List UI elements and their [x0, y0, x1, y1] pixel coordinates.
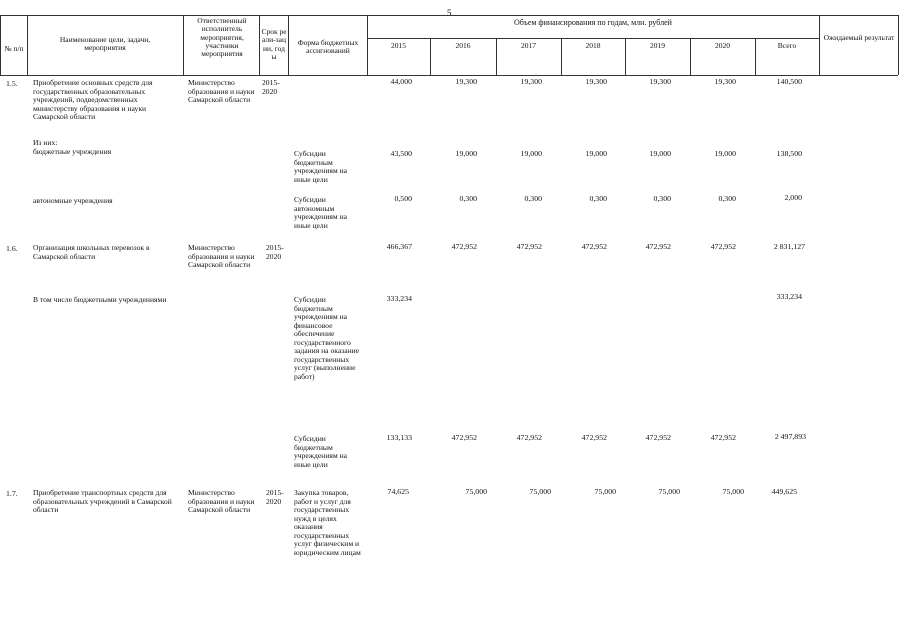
value-2019: 0,300 [653, 194, 671, 203]
row-term: 2015-2020 [266, 243, 284, 261]
row-form: Субсидии бюджетным учреждениям на финансовое обеспечение государственного задания на оказание государственных услуг (выполнение работ) [294, 295, 360, 381]
header-year: 2017 [521, 41, 536, 50]
header-name: Наименование цели, задачи, мероприятия [59, 35, 151, 53]
value-2018: 472,952 [581, 242, 607, 251]
value-2019: 19,000 [649, 149, 671, 158]
value-2015: 43,500 [390, 149, 412, 158]
row-form: Субсидии бюджетным учреждениям на иные цели [294, 149, 348, 184]
row-responsible: Министерство образования и науки Самарской области [188, 78, 255, 104]
value-2017: 472,952 [516, 433, 542, 442]
value-2015: 44,000 [390, 77, 412, 86]
value-2016: 472,952 [451, 433, 477, 442]
header-total: Всего [777, 41, 797, 50]
value-2016: 19,000 [455, 149, 477, 158]
value-2017: 75,000 [529, 487, 551, 496]
value-total: 138,500 [776, 149, 802, 158]
row-code: 1.5. [6, 79, 18, 88]
value-2017: 19,300 [520, 77, 542, 86]
row-code: 1.7. [6, 489, 18, 498]
header-num: № п/п [4, 44, 24, 53]
value-2019: 472,952 [645, 433, 671, 442]
value-2018: 19,000 [585, 149, 607, 158]
page-number: 5 [447, 8, 452, 18]
value-total: 2 831,127 [773, 242, 805, 251]
row-code: 1.6. [6, 244, 18, 253]
value-total: 2,000 [784, 193, 802, 202]
value-2017: 0,300 [524, 194, 542, 203]
value-2018: 75,000 [594, 487, 616, 496]
value-2015: 133,133 [386, 433, 412, 442]
value-2015: 74,625 [387, 487, 409, 496]
value-2019: 75,000 [658, 487, 680, 496]
value-2017: 19,000 [520, 149, 542, 158]
value-2016: 0,300 [459, 194, 477, 203]
value-total: 449,625 [771, 487, 797, 496]
row-name: автономные учреждения [33, 196, 113, 205]
header-responsible: Ответственный исполнитель мероприятия, участники мероприятия [197, 16, 247, 58]
row-term: 2015-2020 [262, 78, 280, 96]
value-2019: 19,300 [649, 77, 671, 86]
header-year: 2019 [650, 41, 665, 50]
row-name: В том числе бюджетными учреждениями [33, 295, 167, 304]
header-form: Форма бюджетных ассигнований [297, 38, 359, 56]
value-2019: 472,952 [645, 242, 671, 251]
row-form: Закупка товаров, работ и услуг для государственных нужд в целях оказания государственных услуг физическим и юридическим лицам [294, 488, 361, 557]
row-responsible: Министерство образования и науки Самарской области [188, 488, 255, 514]
row-term: 2015-2020 [266, 488, 284, 506]
header-result: Ожидаемый результат [823, 33, 895, 42]
value-total: 140,500 [776, 77, 802, 86]
value-total: 333,234 [776, 292, 802, 301]
value-2018: 472,952 [581, 433, 607, 442]
value-2015: 0,500 [394, 194, 412, 203]
value-2020: 19,000 [714, 149, 736, 158]
row-name: Приобретение основных средств для государственных образовательных учреждений, подведомственных министерству образования и науки Самарской области [33, 78, 153, 121]
value-2018: 19,300 [585, 77, 607, 86]
header-funding: Объем финансирования по годам, млн. рублей [514, 18, 672, 27]
header-year: 2015 [391, 41, 406, 50]
row-form: Субсидии бюджетным учреждениям на иные цели [294, 434, 348, 469]
value-2016: 19,300 [455, 77, 477, 86]
value-2016: 472,952 [451, 242, 477, 251]
header-year: 2018 [585, 41, 601, 50]
value-2016: 75,000 [465, 487, 487, 496]
row-name: Приобретение транспортных средств для образовательных учреждений в Самарской области [33, 488, 172, 514]
value-2017: 472,952 [516, 242, 542, 251]
value-2020: 472,952 [710, 433, 736, 442]
value-total: 2 497,893 [774, 432, 806, 441]
value-2015: 333,234 [386, 294, 412, 303]
value-2020: 472,952 [710, 242, 736, 251]
value-2018: 0,300 [589, 194, 607, 203]
value-2020: 19,300 [714, 77, 736, 86]
value-2020: 75,000 [722, 487, 744, 496]
row-name: Из них: бюджетные учреждения [33, 138, 112, 156]
value-2015: 466,367 [386, 242, 412, 251]
row-responsible: Министерство образования и науки Самарской области [188, 243, 255, 269]
value-2020: 0,300 [718, 194, 736, 203]
row-name: Организация школьных перевозок в Самарской области [33, 243, 150, 261]
row-form: Субсидии автономным учреждениям на иные цели [294, 195, 348, 230]
header-year: 2016 [455, 41, 471, 50]
header-term: Срок реали-зации, годы [261, 27, 287, 61]
header-year: 2020 [715, 41, 730, 50]
